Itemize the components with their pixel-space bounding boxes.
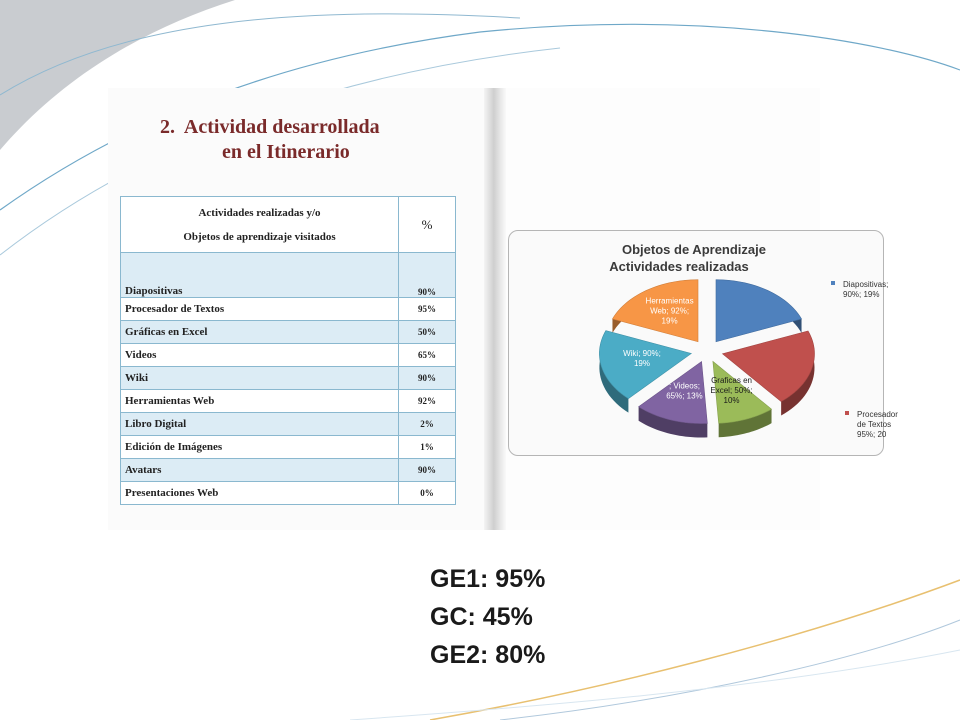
activity-cell: Procesador de Textos [121,298,399,321]
curve-line-decoration [500,620,960,720]
data-label-line: Wiki; 90%; [623,348,661,358]
percent-cell: 90% [399,367,456,390]
group-stats [430,560,545,674]
label-marker-1 [831,281,835,285]
activity-cell: Libro Digital [121,413,399,436]
pie-chart-panel [508,230,898,456]
data-label-line: 19% [661,316,678,326]
data-label-line: Procesador [857,410,898,419]
data-label-line: 19% [633,358,651,368]
table-row [121,367,456,390]
data-label-line: Graficas en [711,376,752,386]
table-row [121,482,456,505]
percent-cell: 2% [399,413,456,436]
activity-cell: Wiki [121,367,399,390]
data-label-line: 90%; 19% [843,290,880,299]
book-gutter [484,88,506,530]
percent-cell: 65% [399,344,456,367]
data-label-line: Herramientas [645,296,694,306]
activity-cell: Diapositivas [121,253,399,298]
table-row [121,253,456,298]
chart-title: Objetos de Aprendizaje [622,242,766,257]
activity-cell: Avatars [121,459,399,482]
table-header-row [121,197,456,253]
pie-slice-1 [716,280,802,342]
data-label-line: de Textos [857,420,892,429]
stat-ge2: GE2: 80% [430,641,546,669]
section-title [160,115,440,165]
table-row [121,459,456,482]
percent-cell: 95% [399,298,456,321]
activity-cell: Edición de Imágenes [121,436,399,459]
data-label-1 [843,280,888,299]
data-label-line: ; Videos; [668,381,700,391]
stat-ge1: GE1: 95% [430,565,546,593]
table-row [121,390,456,413]
table-row [121,413,456,436]
activity-cell: Herramientas Web [121,390,399,413]
chart-subtitle: Actividades realizadas [609,259,749,274]
label-marker-2 [845,411,849,415]
data-label-line: Excel; 50%; [710,386,753,396]
activity-cell: Presentaciones Web [121,482,399,505]
section-number: 2. [160,116,175,138]
table-row [121,344,456,367]
percent-cell: 1% [399,436,456,459]
table-header-percent: % [399,197,456,253]
data-label-4 [666,382,702,401]
table-row [121,298,456,321]
table-header-activities [121,197,399,253]
percent-cell: 92% [399,390,456,413]
percent-cell: 90% [399,459,456,482]
percent-cell: 90% [399,253,456,298]
activities-table [120,196,456,505]
data-label-line: 10% [723,396,740,406]
header-line2: Objetos de aprendizaje visitados [183,230,336,243]
section-title-line2: en el Itinerario [222,141,350,163]
header-line1: Actividades realizadas y/o [198,206,321,219]
table-row [121,436,456,459]
percent-cell: 0% [399,482,456,505]
stat-gc: GC: 45% [430,603,533,631]
data-label-line: 65%; 13% [666,391,703,401]
percent-cell: 50% [399,321,456,344]
activity-cell: Videos [121,344,399,367]
data-label-line: Web; 92%; [650,306,690,316]
activity-cell: Gráficas en Excel [121,321,399,344]
pie-chart [509,231,898,455]
data-label-line: 95%; 20 [857,430,887,439]
section-title-line1: Actividad desarrollada [183,116,380,138]
table-row [121,321,456,344]
pie-slices [599,280,814,438]
data-label-line: Diapositivas; [843,280,889,289]
